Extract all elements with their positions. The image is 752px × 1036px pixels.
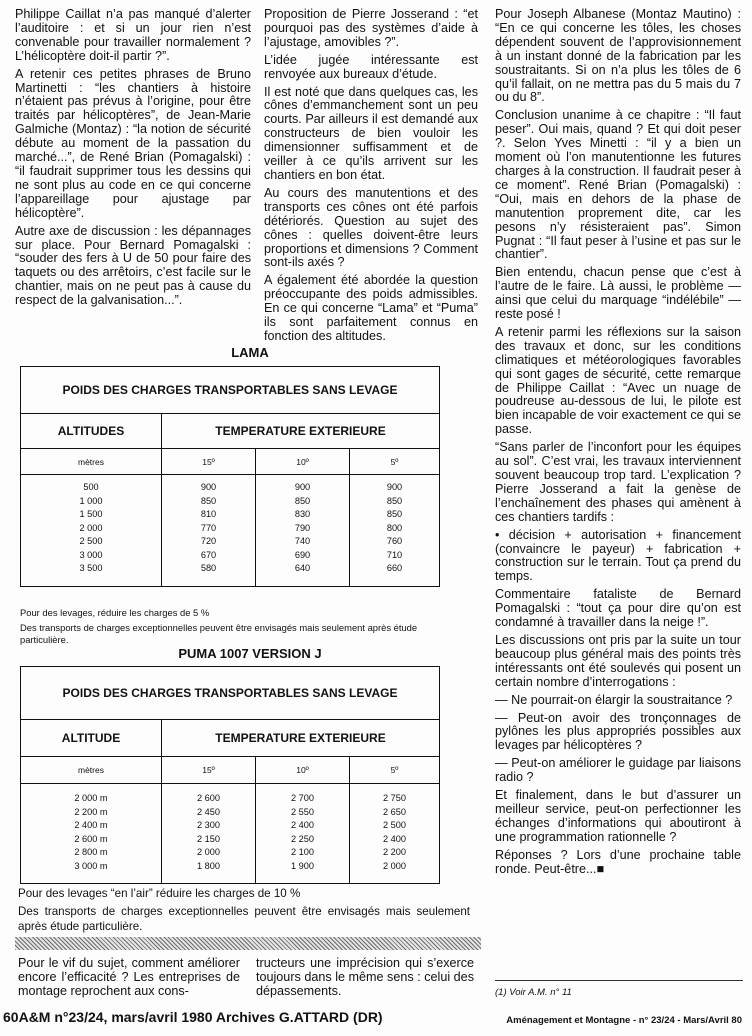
page-number: 60: [3, 1009, 19, 1025]
hatched-divider: [15, 937, 481, 950]
puma-temp-15: 15º: [162, 757, 256, 784]
article-column-2: [264, 8, 478, 348]
lama-temp-10: 10º: [256, 449, 350, 475]
paragraph: — Peut-on avoir des tronçonnages de pylônes les plus appropriés possibles aux levages par hélicoptères ?: [495, 710, 741, 753]
footnote: (1) Voir A.M. n° 11: [495, 987, 572, 998]
paragraph: Et finalement, dans le but d’assurer un meilleur service, peut-on perfectionner les échanges d’informations qui aboutiront à une programmation rationnelle ?: [495, 788, 741, 844]
paragraph: Conclusion unanime à ce chapitre : “Il faut peser”. Oui mais, quand ? Et qui doit peser ?. Selon Yves Minetti : “il y a bien un moment où l’on manutentionne les futures charges à la construction. Il faudrait peser à ce moment”. René Brian (Pomagalski) : “Oui, mais en dehors de la phase de manutention proprement dite, car les pesons n’y résisteraient pas”. Simon Pugnat : “Il faut peser à l’usine et pas sur le chantier”.: [495, 108, 741, 262]
lama-temp-5: 5º: [350, 449, 440, 475]
puma-15-cell: 2 600 2 450 2 300 2 150 2 000 1 800: [162, 784, 256, 884]
lama-unit: mètres: [21, 449, 162, 475]
puma-temp-10: 10º: [256, 757, 350, 784]
paragraph: • décision + autorisation + financement (convaincre le payeur) + fabrication + construction sur le terrain. Tout ça prend du temps.: [495, 527, 741, 584]
paragraph: Bien entendu, chacun pense que c’est à l’autre de le faire. Là aussi, le problème — ainsi que celui du marquage “indélébile” — reste posé !: [495, 265, 741, 322]
archive-caption: [3, 1009, 383, 1025]
closing-paragraph-left: Pour le vif du sujet, comment améliorer encore l’efficacité ? Les entreprises de montage reprochent aux cons-: [18, 956, 240, 998]
paragraph: Au cours des manutentions et des transports ces cônes ont été parfois détériorés. Question au sujet des cônes : quelles doivent-être leurs proportions et dimensions ? Comment sont-ils axés ?: [264, 185, 478, 270]
archive-credit: A&M n°23/24, mars/avril 1980 Archives G.ATTARD (DR): [18, 1009, 383, 1025]
lama-5-cell: 900 850 850 800 760 710 660: [350, 475, 440, 587]
lama-title: LAMA: [231, 345, 269, 360]
lama-col-altitudes: ALTITUDES: [21, 414, 162, 449]
puma-note-exceptional: Des transports de charges exceptionnelles peuvent être envisagés mais seulement après étude particulière.: [18, 905, 470, 933]
puma-table-header: POIDS DES CHARGES TRANSPORTABLES SANS LEVAGE: [21, 667, 440, 720]
puma-table: [20, 666, 440, 884]
paragraph: A également été abordée la question préoccupante des poids admissibles. En ce qui concerne “Lama” et “Puma” ils sont parfaitement connus en fonction des altitudes.: [264, 273, 478, 343]
puma-temp-5: 5º: [350, 757, 440, 784]
footnote-rule: [495, 980, 743, 981]
lama-table: [20, 366, 440, 587]
puma-altitude-cell: 2 000 m 2 200 m 2 400 m 2 600 m 2 800 m 3 000 m: [21, 784, 162, 884]
paragraph: Il est noté que dans quelques cas, les cônes d’emmanchement sont un peu courts. Par ailleurs il est demandé aux constructeurs de bien vouloir les dimensionner suffisamment et de veiller à ce qu’ils arrivent sur les chantiers en bon état.: [264, 84, 478, 182]
puma-col-temperature: TEMPERATURE EXTERIEURE: [162, 720, 440, 757]
running-footer: Aménagement et Montagne - n° 23/24 - Mars/Avril 80: [506, 1015, 742, 1026]
lama-temp-15: 15º: [162, 449, 256, 475]
paragraph: Les discussions ont pris par la suite un tour beaucoup plus général mais des points très intéressants ont été soulevés qui posent un certain nombre d’interrogations :: [495, 632, 741, 689]
paragraph: A retenir parmi les réflexions sur la saison des travaux et donc, sur les conditions climatiques et météorologiques favorables qui sont gages de sécurité, cette remarque de Philippe Caillat : “Avec un nuage de poudreuse au-dessous de lui, le pilote est bien incapable de voir exactement ce qui se passe.: [495, 324, 741, 437]
lama-table-header: POIDS DES CHARGES TRANSPORTABLES SANS LEVAGE: [21, 367, 440, 414]
lama-10-cell: 900 850 830 790 740 690 640: [256, 475, 350, 587]
lama-note-exceptional: Des transports de charges exceptionnelles peuvent être envisagés mais seulement après étude particulière.: [20, 622, 418, 645]
paragraph: Réponses ? Lors d’une prochaine table ronde. Peut-être...■: [495, 847, 741, 876]
lama-note-levages: Pour des levages, réduire les charges de 5 %: [20, 607, 210, 618]
puma-col-altitude: ALTITUDE: [21, 720, 162, 757]
article-column-1: [15, 8, 251, 312]
puma-unit: mètres: [21, 757, 162, 784]
puma-note-levages: Pour des levages “en l’air” réduire les charges de 10 %: [18, 887, 301, 900]
puma-5-cell: 2 750 2 650 2 500 2 400 2 200 2 000: [350, 784, 440, 884]
paragraph: Autre axe de discussion : les dépannages sur place. Pour Bernard Pomagalski : “souder des fers à U de 50 pour faire des taquets ou des arrêtoirs, c’est facile sur le chantier, mais on ne peut pas à cause du respect de la galvanisation...”.: [15, 223, 251, 308]
paragraph: “Sans parler de l’inconfort pour les équipes au sol”. C’est vrai, les travaux interviennent souvent beaucoup trop tard. L’explication ? Pierre Josserand a fait la genèse de l’enchaînement des phases qui amènent à ces chantiers tardifs :: [495, 440, 741, 524]
paragraph: A retenir ces petites phrases de Bruno Martinetti : “les chantiers à histoire n’étaient pas prévus à l’origine, pour être traités par hélicoptères”, de Jean-Marie Galmiche (Montaz) : “la notion de sécurité débute au moment de la passation du marché...”, de René Brian (Pomagalski) : “il faudrait supprimer tous les dessins qui ne sont plus au code en ce qui concerne l’appareillage pour ajustage par hélicoptère”.: [15, 66, 251, 220]
lama-col-temperature: TEMPERATURE EXTERIEURE: [162, 414, 440, 449]
paragraph: Pour Joseph Albanese (Montaz Mautino) : “En ce qui concerne les tôles, les choses dépendent souvent de l’approvisionnement à un instant donné de la fabrication par les soustraitants. Si on n’a plus les tôles de 6 qu’il fallait, on ne mettra pas du 5 mais du 7 ou du 8”.: [495, 7, 741, 105]
paragraph: Philippe Caillat n’a pas manqué d’alerter l’auditoire : et si un jour rien n’est convenable pour travailler normalement ? L’hélicoptère doit-il partir ?”.: [15, 7, 251, 63]
closing-paragraph-right: tructeurs une imprécision qui s’exerce toujours dans le même sens : celui des dépassements.: [256, 956, 474, 998]
paragraph: Commentaire fataliste de Bernard Pomagalski : “tout ça pour dire qu’on est condamné à travailler dans la neige !”.: [495, 587, 741, 630]
lama-15-cell: 900 850 810 770 720 670 580: [162, 475, 256, 587]
paragraph: — Peut-on améliorer le guidage par liaisons radio ?: [495, 756, 741, 785]
paragraph: Proposition de Pierre Josserand : “et pourquoi pas des systèmes d’aide à l’ajustage, amovibles ?”.: [264, 7, 478, 49]
puma-title: PUMA 1007 VERSION J: [178, 646, 322, 661]
article-column-3: [495, 8, 741, 880]
paragraph: — Ne pourrait-on élargir la soustraitance ?: [495, 692, 733, 707]
paragraph: L’idée jugée intéressante est renvoyée aux bureaux d’étude.: [264, 52, 478, 81]
puma-10-cell: 2 700 2 550 2 400 2 250 2 100 1 900: [256, 784, 350, 884]
lama-altitude-cell: 500 1 000 1 500 2 000 2 500 3 000 3 500: [21, 475, 162, 587]
